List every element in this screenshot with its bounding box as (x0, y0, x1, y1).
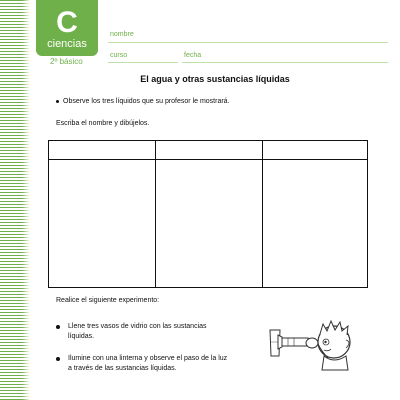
decorative-stripes (0, 0, 30, 400)
table-column-divider-1 (155, 141, 156, 287)
bullet-icon (56, 357, 60, 361)
experiment-item-fill-line2: líquidas. (68, 333, 95, 340)
course-field-label: curso (110, 52, 128, 59)
instruction-observe-text: Observe los tres líquidos que su profesor le mostrará. (63, 98, 230, 105)
experiment-heading: Realice el siguiente experimento: (56, 297, 160, 304)
grade-label: 2º básico (50, 57, 83, 66)
date-field-label: fecha (184, 52, 202, 59)
worksheet-title: El agua y otras sustancias líquidas (140, 74, 290, 84)
experiment-item-fill (56, 322, 266, 342)
subject-name: ciencias (47, 38, 87, 50)
experiment-item-light (56, 354, 266, 374)
instruction-draw: Escriba el nombre y dibújelos. (56, 120, 150, 127)
subject-letter: C (56, 6, 78, 39)
table-column-divider-2 (262, 141, 263, 287)
child-flashlight-illustration (268, 318, 364, 377)
table-header-line (49, 159, 367, 160)
name-field-line[interactable] (108, 42, 388, 43)
child-flashlight-icon (268, 318, 364, 372)
bullet-icon (56, 100, 59, 103)
experiment-item-fill-line1: Llene tres vasos de vidrio con las sustancias (68, 323, 207, 330)
course-field-line[interactable] (108, 62, 178, 63)
bullet-icon (56, 325, 60, 329)
instruction-observe (56, 98, 230, 105)
subject-badge (36, 0, 98, 56)
date-field-line[interactable] (182, 62, 388, 63)
experiment-item-light-line2: a través de las sustancias líquidas. (68, 365, 177, 372)
drawing-table (48, 140, 368, 288)
experiment-item-light-line1: Ilumine con una linterna y observe el paso de la luz (68, 355, 228, 362)
name-field-label: nombre (110, 31, 134, 38)
